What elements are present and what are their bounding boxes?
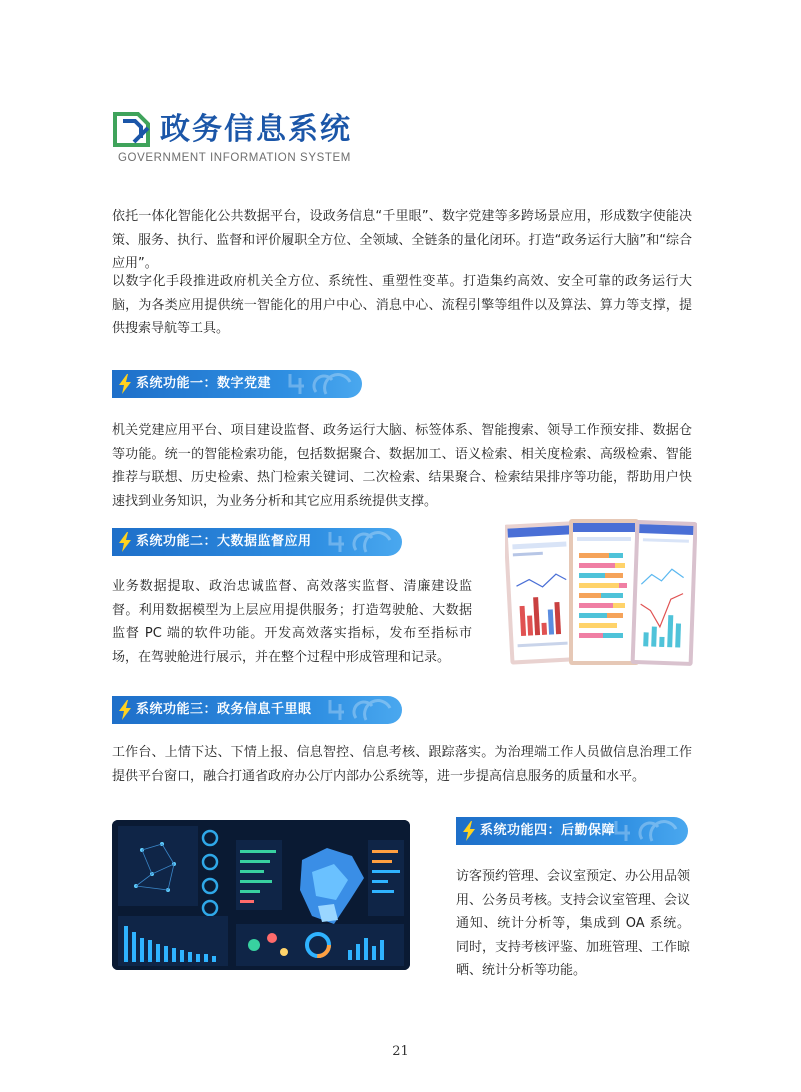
decorative-swirl-icon bbox=[326, 530, 396, 554]
lightning-icon bbox=[118, 700, 132, 720]
section-heading-3 bbox=[112, 696, 402, 724]
page-number: 21 bbox=[392, 1044, 409, 1059]
lightning-icon bbox=[118, 374, 132, 394]
decorative-swirl-icon bbox=[326, 698, 396, 722]
page-title: 政务信息系统 bbox=[160, 112, 352, 147]
lightning-icon bbox=[462, 821, 476, 841]
section-heading-2-label: 系统功能二：大数据监督应用 bbox=[136, 534, 312, 549]
document-corner-icon bbox=[112, 108, 152, 148]
section-heading-2 bbox=[112, 528, 402, 556]
lightning-icon bbox=[118, 532, 132, 552]
section-heading-3-label: 系统功能三：政务信息千里眼 bbox=[136, 702, 312, 717]
page-subtitle: GOVERNMENT INFORMATION SYSTEM bbox=[118, 152, 351, 164]
intro-paragraph-2: 以数字化手段推进政府机关全方位、系统性、重塑性变革。打造集约高效、安全可靠的政务运行大脑，为各类应用提供统一智能化的用户中心、消息中心、流程引擎等组件以及算法、算力等支撑，提供搜索导航等工具。 bbox=[112, 274, 692, 336]
section-2-text: 业务数据提取、政治忠诚监督、高效落实监督、清廉建设监督。利用数据模型为上层应用提供服务；打造驾驶舱、大数据监督 PC 端的软件功能。开发高效落实指标，发布至指标市场，在驾驶舱进行展示，并在整个过程中形成管理和记录。 bbox=[112, 579, 472, 665]
mobile-app-screens-image bbox=[505, 515, 697, 673]
section-3-text: 工作台、上情下达、下情上报、信息智控、信息考核、跟踪落实。为治理端工作人员做信息治理工作提供平台窗口，融合打通省政府办公厅内部办公系统等，进一步提高信息服务的质量和水平。 bbox=[112, 745, 692, 784]
section-4-text: 访客预约管理、会议室预定、办公用品领用、公务员考核。支持会议室管理、会议通知、统计分析等，集成到 OA 系统。同时，支持考核评鉴、加班管理、工作晾晒、统计分析等功能。 bbox=[456, 869, 691, 978]
section-heading-1 bbox=[112, 370, 362, 398]
section-heading-4 bbox=[456, 817, 688, 845]
section-heading-4-label: 系统功能四：后勤保障 bbox=[480, 823, 616, 838]
decorative-swirl-icon bbox=[286, 372, 356, 396]
decorative-swirl-icon bbox=[612, 819, 682, 843]
intro-paragraph-1: 依托一体化智能化公共数据平台，设政务信息“千里眼”、数字党建等多跨场景应用，形成数字使能决策、服务、执行、监督和评价履职全方位、全领域、全链条的量化闭环。打造“政务运行大脑”和“综合应用”。 bbox=[112, 209, 692, 271]
section-heading-1-label: 系统功能一：数字党建 bbox=[136, 376, 272, 391]
section-1-text: 机关党建应用平台、项目建设监督、政务运行大脑、标签体系、智能搜索、领导工作预安排、数据仓等功能。统一的智能检索功能，包括数据聚合、数据加工、语义检索、相关度检索、高级检索、智能推荐与联想、历史检索、热门检索关键词、二次检索、结果聚合、检索结果排序等功能，帮助用户快速找到业务知识，为业务分析和其它应用系统提供支撑。 bbox=[112, 423, 692, 509]
data-dashboard-image bbox=[112, 820, 410, 970]
